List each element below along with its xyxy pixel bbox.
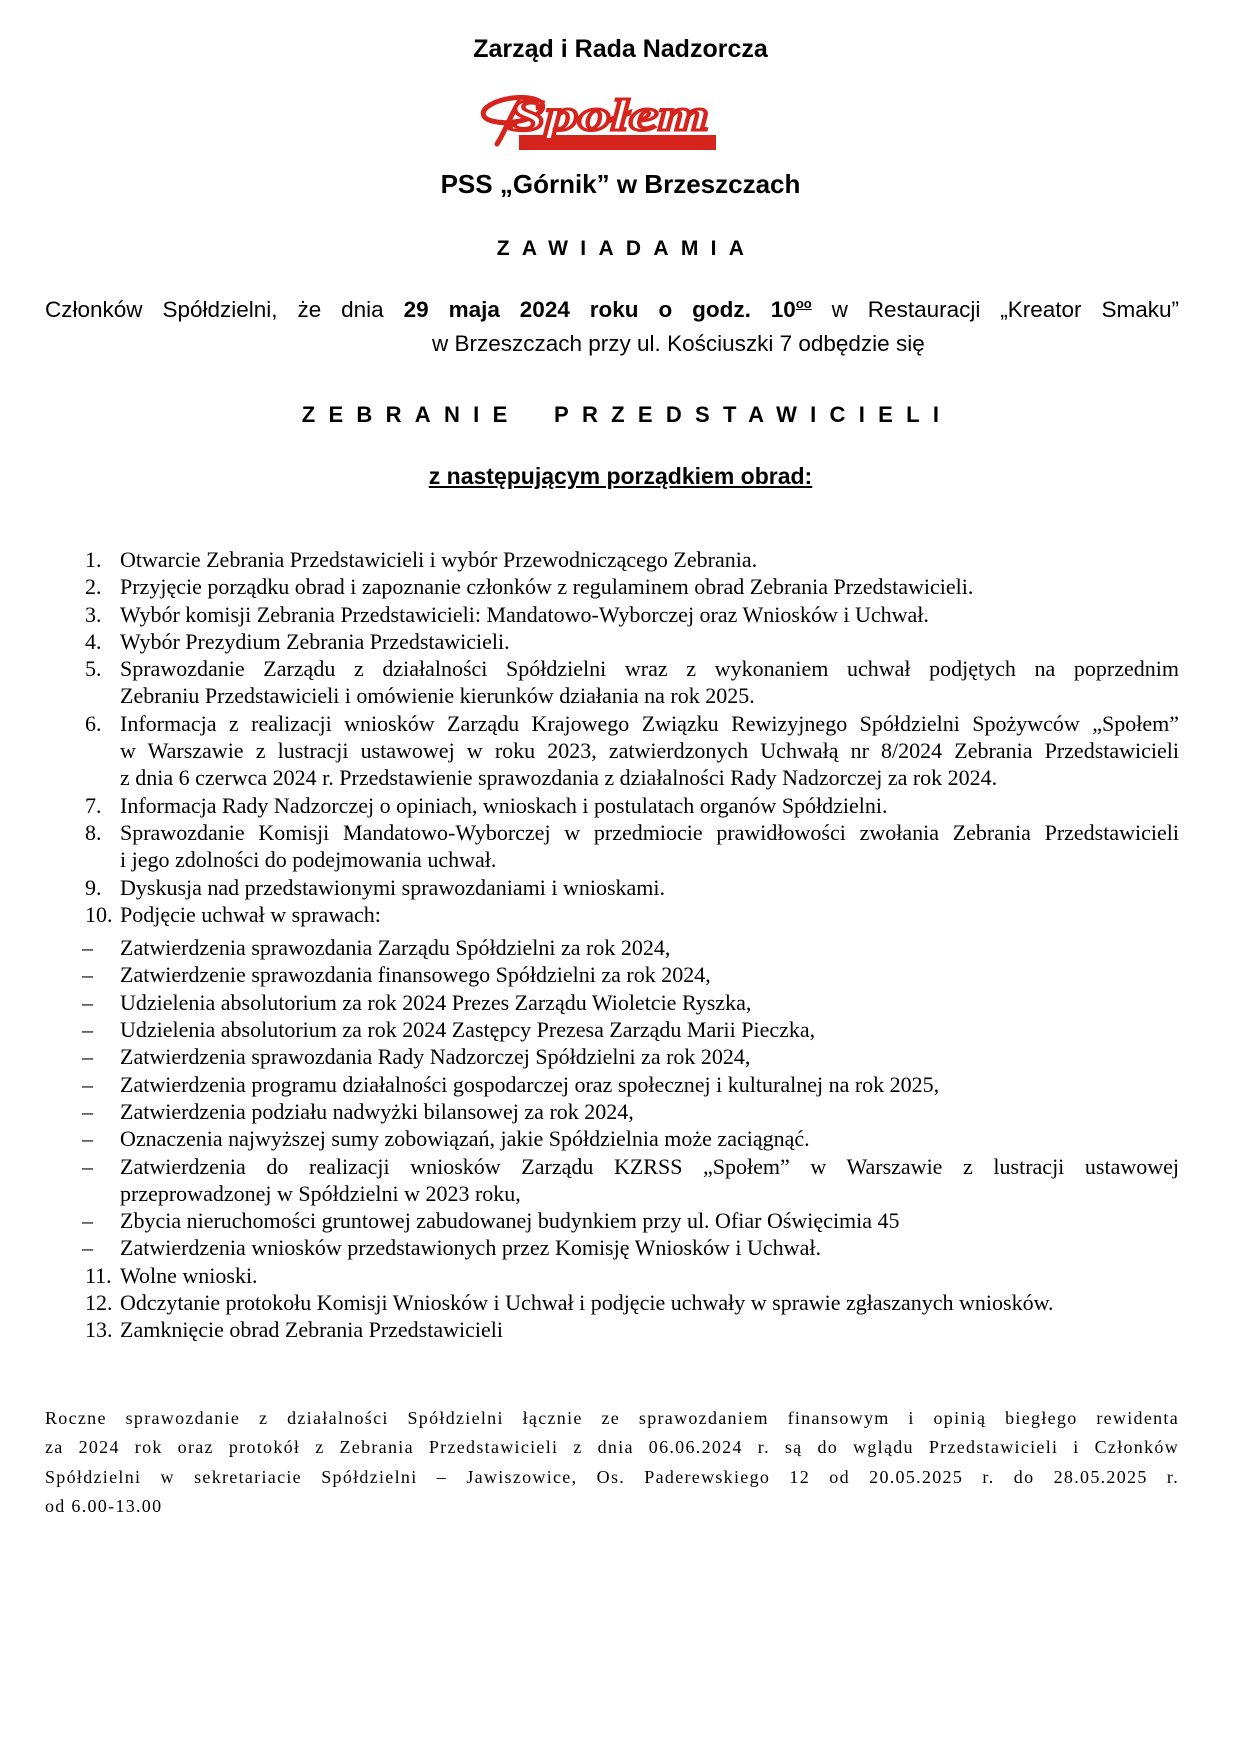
agenda-list: [0, 546, 1241, 1344]
resolution-item: [0, 934, 1241, 961]
agenda-item-text: Otwarcie Zebrania Przedstawicieli i wybór Przewodniczącego Zebrania.: [120, 547, 758, 572]
resolution-text: Udzielenia absolutorium za rok 2024 Prezes Zarządu Wioletcie Ryszka,: [120, 989, 752, 1015]
resolution-dash: –: [82, 935, 93, 961]
resolution-dash: –: [82, 962, 93, 988]
resolution-dash: –: [82, 1126, 93, 1152]
resolution-text: Zatwierdzenie sprawozdania finansowego Spółdzielni za rok 2024,: [120, 962, 711, 988]
agenda-item-text: Zamknięcie obrad Zebrania Przedstawicieli: [120, 1317, 503, 1343]
agenda-item-number: 7.: [85, 792, 102, 818]
intro-text-end: w Restauracji „Kreator Smaku”: [811, 297, 1179, 322]
agenda-item-number: 11.: [85, 1262, 112, 1288]
agenda-item: [0, 601, 1241, 628]
agenda-item-text: i jego zdolności do podejmowania uchwał.: [120, 847, 497, 873]
meeting-time-minutes: oo: [795, 296, 812, 311]
resolution-dash: –: [82, 1153, 93, 1179]
resolution-text: Oznaczenia najwyższej sumy zobowiązań, jakie Spółdzielnia może zaciągnąć.: [120, 1126, 810, 1152]
agenda-item-text: Przyjęcie porządku obrad i zapoznanie członków z regulaminem obrad Zebrania Przedstawicieli.: [120, 574, 974, 600]
intro-line-2: w Brzeszczach przy ul. Kościuszki 7 odbędzie się: [432, 331, 925, 356]
agenda-item-text: Sprawozdanie Zarządu z działalności Spółdzielni wraz z wykonaniem uchwał podjętych na poprzednim: [120, 656, 1179, 682]
resolution-item: [0, 1071, 1241, 1098]
agenda-item-text: Zebraniu Przedstawicieli i omówienie kierunków działania na rok 2025.: [120, 683, 755, 709]
agenda-item-text: Informacja Rady Nadzorczej o opiniach, wnioskach i postulatach organów Spółdzielni.: [120, 792, 888, 818]
resolution-item: [0, 1207, 1241, 1234]
footer-line: Spółdzielni w sekretariacie Spółdzielni – Jawiszowice, Os. Paderewskiego 12 od 20.05.2025 r. do 28.05.2025 r.: [45, 1466, 1179, 1487]
resolution-text: Zatwierdzenia wniosków przedstawionych przez Komisję Wniosków i Uchwał.: [120, 1235, 821, 1261]
footer-line: za 2024 rok oraz protokół z Zebrania Przedstawicieli z dnia 06.06.2024 r. są do wglądu Przedstawicieli i Członków: [45, 1437, 1179, 1458]
agenda-item-text: Dyskusja nad przedstawionymi sprawozdaniami i wnioskami.: [120, 874, 666, 900]
agenda-item: [0, 1316, 1241, 1343]
agenda-item-text: Wolne wnioski.: [120, 1262, 258, 1288]
organization-name: PSS „Górnik” w Brzeszczach: [440, 169, 801, 199]
agenda-item-number: 13.: [85, 1317, 113, 1343]
resolution-item: [0, 1153, 1241, 1208]
agenda-item: [0, 901, 1241, 928]
agenda-item: [0, 792, 1241, 819]
resolution-item: [0, 1043, 1241, 1070]
spolem-logo: [479, 88, 717, 152]
agenda-item-text: Wybór komisji Zebrania Przedstawicieli: Mandatowo-Wyborczej oraz Wniosków i Uchwał.: [120, 601, 929, 627]
agenda-item: [0, 573, 1241, 600]
footer-line: Roczne sprawozdanie z działalności Spółdzielni łącznie ze sprawozdaniem finansowym i opinią biegłego rewidenta: [45, 1408, 1179, 1428]
board-heading: Zarząd i Rada Nadzorcza: [473, 35, 768, 63]
resolution-dash: –: [82, 1235, 93, 1261]
logo-text: Społem: [509, 91, 709, 140]
agenda-item-text: Podjęcie uchwał w sprawach:: [120, 901, 381, 927]
agenda-item-text: Sprawozdanie Komisji Mandatowo-Wyborczej w przedmiocie prawidłowości zwołania Zebrania Przedstawicieli: [120, 819, 1179, 845]
agenda-item-number: 3.: [85, 601, 102, 627]
resolution-text: Zatwierdzenia podziału nadwyżki bilansowej za rok 2024,: [120, 1098, 634, 1124]
meeting-title: ZEBRANIE PRZEDSTAWICIELI: [301, 402, 953, 427]
resolution-dash: –: [82, 1044, 93, 1070]
agenda-item-number: 4.: [85, 628, 102, 654]
agenda-item-number: 9.: [85, 874, 102, 900]
agenda-item-number: 2.: [85, 574, 102, 600]
agenda-item: [0, 655, 1241, 710]
resolution-dash: –: [82, 1017, 93, 1043]
agenda-item-text: Wybór Prezydium Zebrania Przedstawicieli.: [120, 628, 510, 654]
agenda-item-text: z dnia 6 czerwca 2024 r. Przedstawienie sprawozdania z działalności Rady Nadzorczej za rok 2024.: [120, 765, 998, 791]
resolution-dash: –: [82, 989, 93, 1015]
meeting-date-time: 29 maja 2024 roku o godz. 10: [403, 297, 796, 322]
resolution-item: [0, 1098, 1241, 1125]
notice-title: ZAWIADAMIA: [496, 237, 757, 260]
footer-note: [45, 1404, 1179, 1521]
agenda-item-text: Odczytanie protokołu Komisji Wniosków i Uchwał i podjęcie uchwały w sprawie zgłaszanych wniosków.: [120, 1290, 1054, 1316]
resolutions-list: [0, 934, 1241, 1262]
resolution-dash: –: [82, 1071, 93, 1097]
agenda-heading: z następującym porządkiem obrad:: [428, 463, 813, 489]
agenda-item-number: 5.: [85, 656, 102, 682]
intro-text-start: Członków Spółdzielni, że dnia: [45, 297, 404, 322]
intro-line-1: [45, 296, 1179, 324]
footer-line: od 6.00-13.00: [45, 1495, 163, 1516]
resolution-item: [0, 961, 1241, 988]
agenda-item: [0, 1289, 1241, 1316]
agenda-item: [0, 546, 1241, 573]
resolution-text: Zatwierdzenia sprawozdania Rady Nadzorczej Spółdzielni za rok 2024,: [120, 1044, 751, 1070]
resolution-item: [0, 1016, 1241, 1043]
agenda-item: [0, 874, 1241, 901]
agenda-item-text: Informacja z realizacji wniosków Zarządu Krajowego Związku Rewizyjnego Spółdzielni Spożywców „Społem”: [120, 710, 1179, 736]
resolution-text: Zatwierdzenia programu działalności gospodarczej oraz społecznej i kulturalnej na rok 2025,: [120, 1071, 940, 1097]
resolution-item: [0, 1125, 1241, 1152]
agenda-item: [0, 819, 1241, 874]
agenda-item-number: 12.: [85, 1290, 113, 1316]
resolution-item: [0, 1234, 1241, 1261]
resolution-dash: –: [82, 1098, 93, 1124]
agenda-item: [0, 628, 1241, 655]
agenda-item: [0, 710, 1241, 792]
resolution-text: przeprowadzonej w Spółdzielni w 2023 roku,: [120, 1180, 521, 1206]
resolution-text: Zbycia nieruchomości gruntowej zabudowanej budynkiem przy ul. Ofiar Oświęcimia 45: [120, 1208, 900, 1234]
agenda-item-text: w Warszawie z lustracji ustawowej w roku 2023, zatwierdzonych Uchwałą nr 8/2024 Zebrania Przedstawicieli: [120, 738, 1179, 764]
resolution-text: Zatwierdzenia do realizacji wniosków Zarządu KZRSS „Społem” w Warszawie z lustracji ustawowej: [120, 1153, 1179, 1179]
agenda-item-number: 8.: [85, 819, 102, 845]
resolution-dash: –: [82, 1208, 93, 1234]
resolution-text: Zatwierdzenia sprawozdania Zarządu Spółdzielni za rok 2024,: [120, 935, 671, 961]
agenda-item-number: 6.: [85, 710, 102, 736]
agenda-item-number: 10.: [85, 901, 113, 927]
agenda-item: [0, 1262, 1241, 1289]
resolution-item: [0, 989, 1241, 1016]
agenda-item-number: 1.: [85, 547, 102, 572]
resolution-text: Udzielenia absolutorium za rok 2024 Zastępcy Prezesa Zarządu Marii Pieczka,: [120, 1017, 816, 1043]
